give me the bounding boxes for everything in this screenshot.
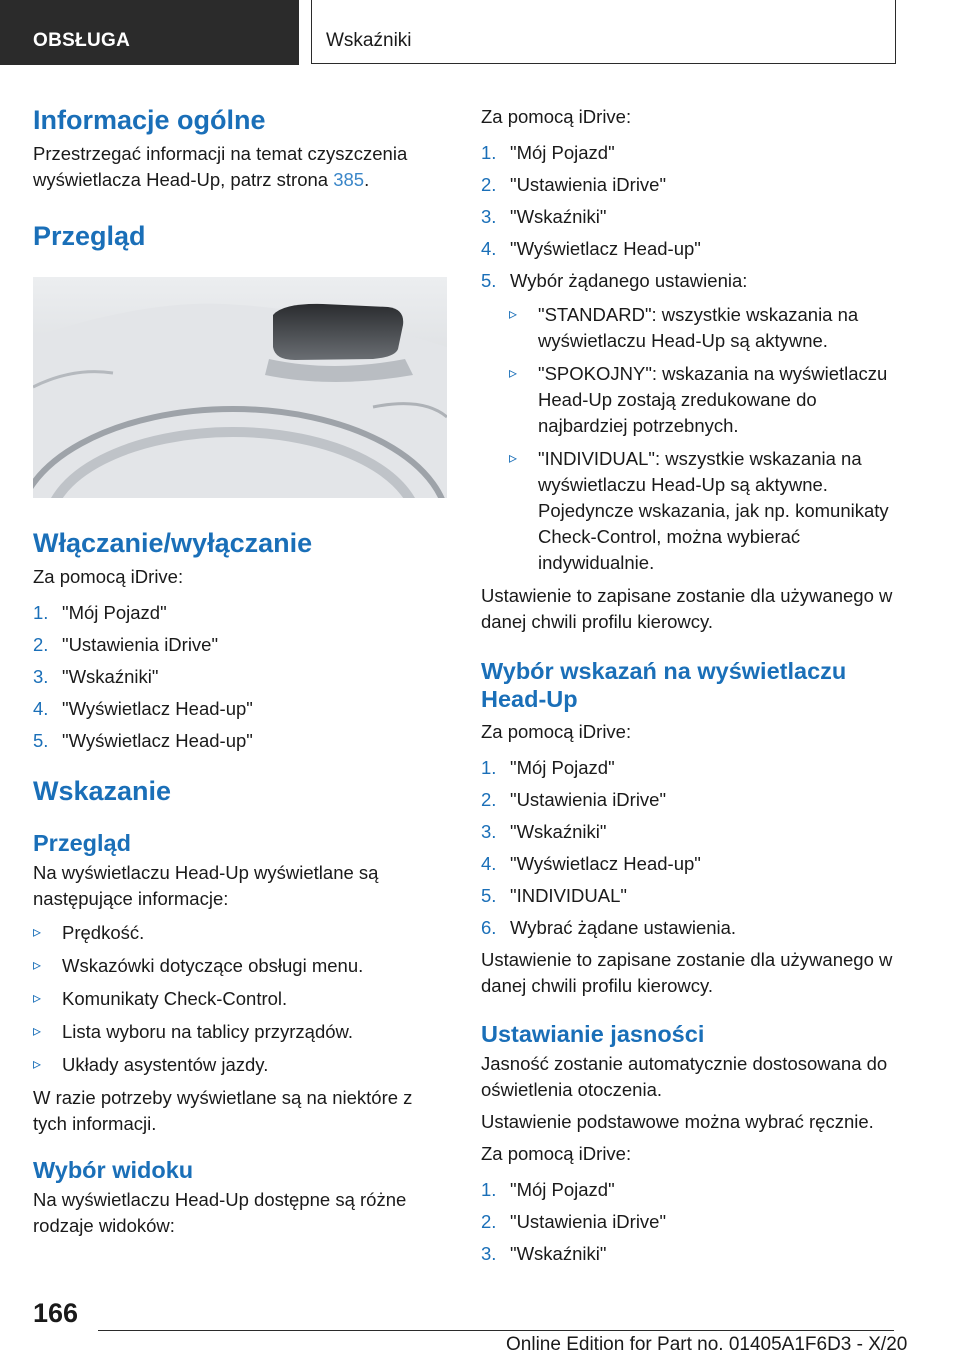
list-item: ▹ Układy asystentów jazdy. xyxy=(33,1052,449,1078)
select-intro: Za pomocą iDrive: xyxy=(481,721,632,742)
list-item: 1. "Mój Pojazd" xyxy=(33,602,167,623)
list-item: 3. "Wskaźniki" xyxy=(481,206,607,227)
list-item: ▹ "SPOKOJNY": wskazania na wyświetlaczu Head-Up zostają zredukowane do najbardziej potrzebnych. xyxy=(481,361,901,439)
display-overview-heading: Przegląd xyxy=(33,830,131,856)
list-item: 5. "INDIVIDUAL" xyxy=(481,885,627,906)
view-text: Na wyświetlaczu Head-Up dostępne są różne rodzaje widoków: xyxy=(33,1189,407,1236)
onoff-steps xyxy=(33,600,449,754)
general-text: Przestrzegać informacji na temat czyszczenia wyświetlacza Head-Up, patrz strona 385. xyxy=(33,143,408,190)
list-item: ▹ "STANDARD": wszystkie wskazania na wyświetlaczu Head-Up są aktywne. xyxy=(481,302,901,354)
select-heading: Wybór wskazań na wyświetlaczu Head-Up xyxy=(481,658,847,712)
view-heading: Wybór widoku xyxy=(33,1157,194,1183)
section-tab xyxy=(0,0,299,65)
brightness-manual: Ustawienie podstawowe można wybrać ręcznie. xyxy=(481,1111,874,1132)
list-item: 4. "Wyświetlacz Head-up" xyxy=(481,238,701,259)
list-item: 4. "Wyświetlacz Head-up" xyxy=(33,698,253,719)
list-item: 1. "Mój Pojazd" xyxy=(481,1179,615,1200)
list-item: 3. "Wskaźniki" xyxy=(33,666,159,687)
page-link[interactable]: 385 xyxy=(333,169,365,190)
list-item: ▹ "INDIVIDUAL": wszystkie wskazania na wyświetlaczu Head-Up są aktywne. Pojedyncze wskazania, jak np. komunikaty Check-Control, można wybierać indywidualnie. xyxy=(481,446,901,576)
list-item: 6. Wybrać żądane ustawienia. xyxy=(481,917,737,938)
section-label: OBSŁUGA xyxy=(33,30,131,51)
edition-note: Online Edition for Part no. 01405A1F6D3 - X/20 xyxy=(506,1334,908,1355)
view-options xyxy=(481,302,901,576)
list-item: ▹ Prędkość. xyxy=(33,920,449,946)
list-item: 4. "Wyświetlacz Head-up" xyxy=(481,853,701,874)
list-item: ▹ Lista wyboru na tablicy przyrządów. xyxy=(33,1019,449,1045)
brightness-heading: Ustawianie jasności xyxy=(481,1021,705,1047)
chapter-tab xyxy=(311,0,896,64)
brightness-text: Jasność zostanie automatycznie dostosowana do oświetlenia otoczenia. xyxy=(481,1053,888,1100)
display-note: W razie potrzeby wyświetlane są na niektóre z tych informacji. xyxy=(33,1087,413,1134)
brightness-intro: Za pomocą iDrive: xyxy=(481,1143,632,1164)
brightness-steps xyxy=(481,1177,901,1267)
list-item: 1. "Mój Pojazd" xyxy=(481,757,615,778)
view-saved-note: Ustawienie to zapisane zostanie dla używanego w danej chwili profilu kierowcy. xyxy=(481,585,893,632)
view-intro: Za pomocą iDrive: xyxy=(481,106,632,127)
list-item: 5. "Wyświetlacz Head-up" xyxy=(33,730,253,751)
left-column xyxy=(33,100,449,1239)
chapter-title: Wskaźniki xyxy=(326,30,412,51)
general-heading: Informacje ogólne xyxy=(33,105,266,135)
list-item: 2. "Ustawienia iDrive" xyxy=(33,634,219,655)
right-column xyxy=(481,100,901,1273)
onoff-heading: Włączanie/wyłączanie xyxy=(33,528,313,558)
select-steps xyxy=(481,755,901,941)
select-saved-note: Ustawienie to zapisane zostanie dla używanego w danej chwili profilu kierowcy. xyxy=(481,949,893,996)
display-overview-text: Na wyświetlaczu Head-Up wyświetlane są następujące informacje: xyxy=(33,862,379,909)
list-item: 2. "Ustawienia iDrive" xyxy=(481,789,667,810)
dashboard-illustration xyxy=(33,277,447,498)
list-item: 1. "Mój Pojazd" xyxy=(481,142,615,163)
list-item: 3. "Wskaźniki" xyxy=(481,821,607,842)
list-item: 2. "Ustawienia iDrive" xyxy=(481,1211,667,1232)
list-item: ▹ Wskazówki dotyczące obsługi menu. xyxy=(33,953,449,979)
page-number: 166 xyxy=(33,1298,79,1328)
list-item: 3. "Wskaźniki" xyxy=(481,1243,607,1264)
list-item: 5. Wybór żądanego ustawienia: xyxy=(481,270,748,291)
list-item: 2. "Ustawienia iDrive" xyxy=(481,174,667,195)
display-items xyxy=(33,920,449,1078)
footer-divider xyxy=(98,1330,894,1331)
head-up-display-image xyxy=(33,277,447,498)
onoff-intro: Za pomocą iDrive: xyxy=(33,566,184,587)
overview-heading: Przegląd xyxy=(33,221,146,251)
display-heading: Wskazanie xyxy=(33,776,172,806)
list-item: ▹ Komunikaty Check-Control. xyxy=(33,986,449,1012)
view-steps xyxy=(481,140,901,294)
